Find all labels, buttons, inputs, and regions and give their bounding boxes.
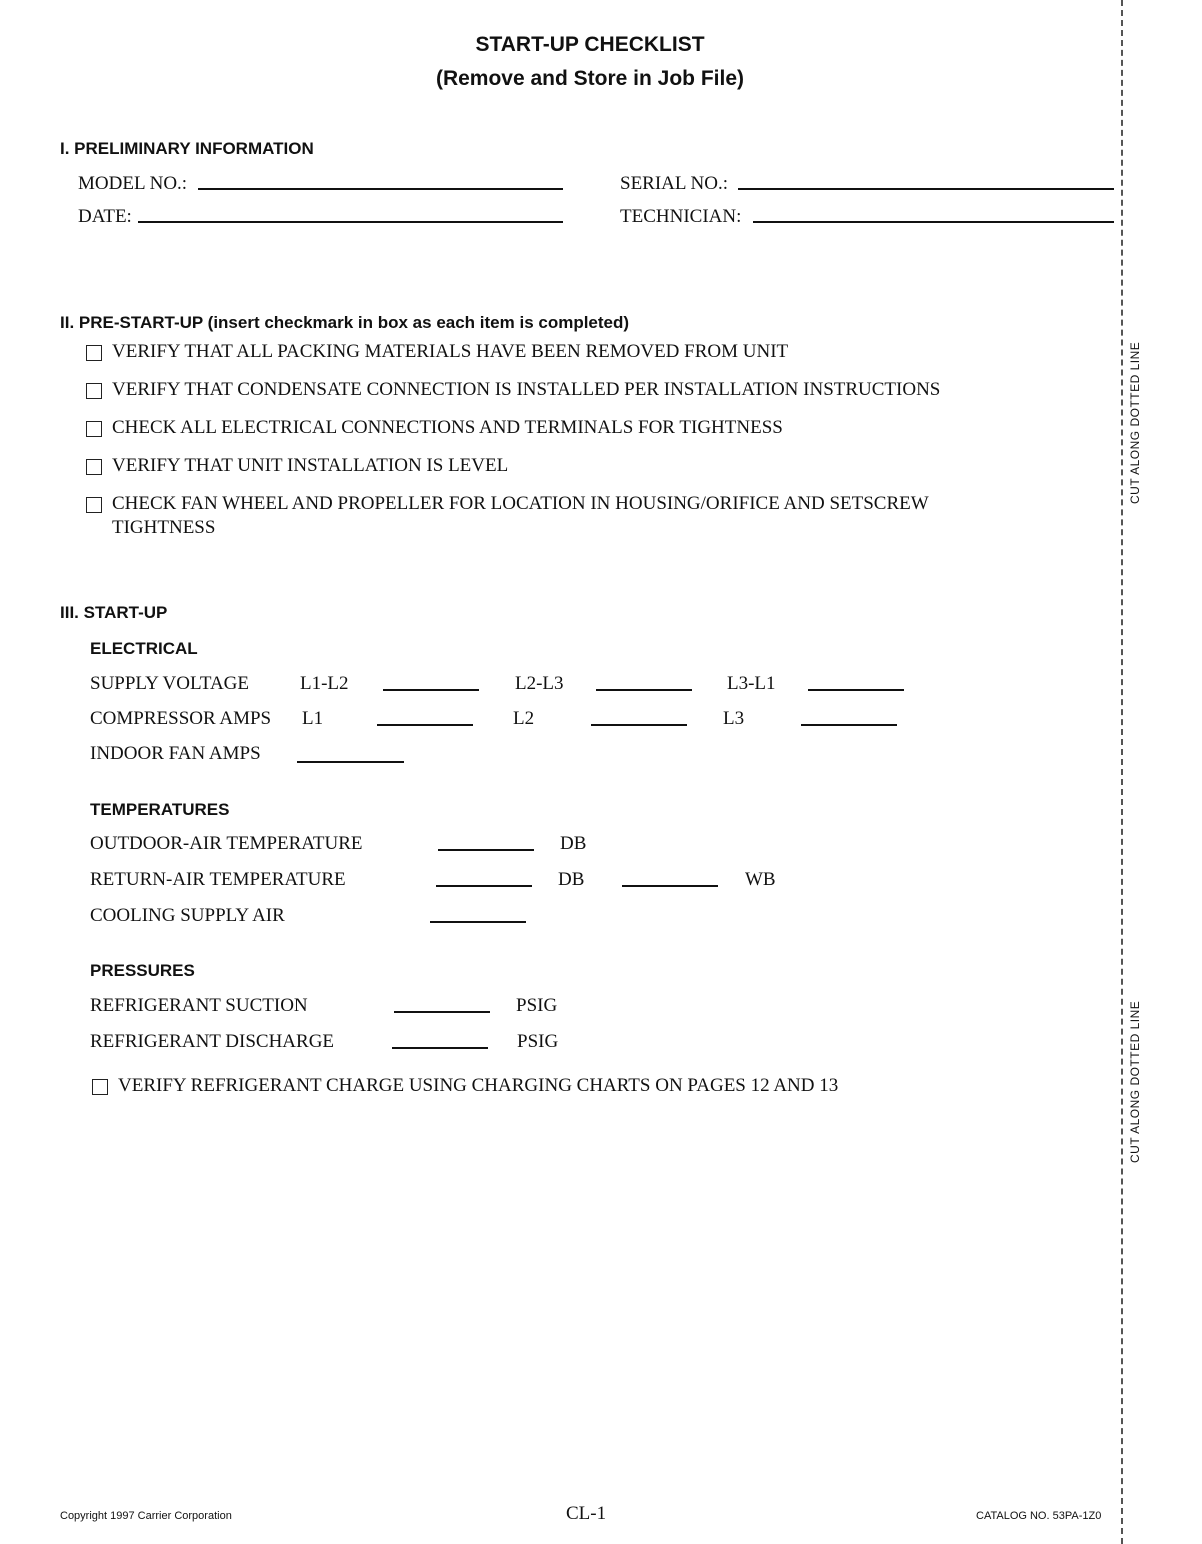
temperatures-heading: TEMPERATURES — [90, 800, 230, 819]
l1-label: L1 — [302, 708, 324, 729]
prestart-item-2: VERIFY THAT CONDENSATE CONNECTION IS INSTALLED PER INSTALLATION INSTRUCTIONS — [112, 379, 941, 400]
prestart-item-5-continued: TIGHTNESS — [112, 517, 216, 538]
prestart-checkbox-5[interactable] — [86, 497, 102, 513]
prestart-checkbox-3[interactable] — [86, 421, 102, 437]
discharge-psig-label: PSIG — [517, 1031, 559, 1052]
outdoor-air-db-field[interactable] — [438, 849, 534, 851]
serial-no-label: SERIAL NO.: — [620, 173, 729, 194]
page-title: START-UP CHECKLIST — [475, 33, 705, 56]
l2-l3-label: L2-L3 — [515, 673, 564, 694]
footer-page-number: CL-1 — [566, 1503, 607, 1524]
section-prestart-heading: II. PRE-START-UP (insert checkmark in box as each item is completed) — [60, 313, 630, 332]
section-startup-heading: III. START-UP — [60, 603, 168, 622]
suction-pressure-field[interactable] — [394, 1011, 490, 1013]
cut-label-upper: CUT ALONG DOTTED LINE — [1128, 336, 1142, 510]
indoor-fan-amps-label: INDOOR FAN AMPS — [90, 743, 261, 764]
prestart-checkbox-1[interactable] — [86, 345, 102, 361]
return-air-wb-field[interactable] — [622, 885, 718, 887]
l1-l2-voltage-field[interactable] — [383, 689, 479, 691]
cooling-supply-air-label: COOLING SUPPLY AIR — [90, 905, 285, 926]
verify-charge-checkbox[interactable] — [92, 1079, 108, 1095]
return-air-wb-label: WB — [745, 869, 776, 890]
outdoor-air-db-label: DB — [560, 833, 587, 854]
model-no-field[interactable] — [198, 188, 563, 190]
supply-voltage-label: SUPPLY VOLTAGE — [90, 673, 249, 694]
technician-label: TECHNICIAN: — [620, 206, 742, 227]
l3-amps-field[interactable] — [801, 724, 897, 726]
date-label: DATE: — [78, 206, 132, 227]
l1-amps-field[interactable] — [377, 724, 473, 726]
suction-label: REFRIGERANT SUCTION — [90, 995, 308, 1016]
return-air-label: RETURN-AIR TEMPERATURE — [90, 869, 346, 890]
return-air-db-field[interactable] — [436, 885, 532, 887]
technician-field[interactable] — [753, 221, 1114, 223]
footer-catalog-number: CATALOG NO. 53PA-1Z0 — [976, 1510, 1102, 1522]
prestart-item-5: CHECK FAN WHEEL AND PROPELLER FOR LOCATION IN HOUSING/ORIFICE AND SETSCREW — [112, 493, 929, 514]
indoor-fan-amps-field[interactable] — [297, 761, 404, 763]
compressor-amps-label: COMPRESSOR AMPS — [90, 708, 272, 729]
l3-label: L3 — [723, 708, 745, 729]
prestart-item-3: CHECK ALL ELECTRICAL CONNECTIONS AND TERMINALS FOR TIGHTNESS — [112, 417, 783, 438]
discharge-pressure-field[interactable] — [392, 1047, 488, 1049]
cut-dotted-line — [1121, 0, 1123, 1544]
verify-charge-item: VERIFY REFRIGERANT CHARGE USING CHARGING CHARTS ON PAGES 12 AND 13 — [118, 1075, 839, 1096]
section-preliminary-heading: I. PRELIMINARY INFORMATION — [60, 139, 314, 158]
footer-copyright: Copyright 1997 Carrier Corporation — [60, 1510, 232, 1522]
cooling-supply-air-field[interactable] — [430, 921, 526, 923]
outdoor-air-label: OUTDOOR-AIR TEMPERATURE — [90, 833, 363, 854]
page-subtitle: (Remove and Store in Job File) — [435, 67, 745, 90]
l2-l3-voltage-field[interactable] — [596, 689, 692, 691]
l1-l2-label: L1-L2 — [300, 673, 349, 694]
pressures-heading: PRESSURES — [90, 961, 195, 980]
date-field[interactable] — [138, 221, 563, 223]
prestart-item-4: VERIFY THAT UNIT INSTALLATION IS LEVEL — [112, 455, 509, 476]
prestart-checkbox-4[interactable] — [86, 459, 102, 475]
discharge-label: REFRIGERANT DISCHARGE — [90, 1031, 335, 1052]
l2-amps-field[interactable] — [591, 724, 687, 726]
l3-l1-label: L3-L1 — [727, 673, 776, 694]
electrical-heading: ELECTRICAL — [90, 639, 198, 658]
cut-label-lower: CUT ALONG DOTTED LINE — [1128, 995, 1142, 1169]
prestart-checkbox-2[interactable] — [86, 383, 102, 399]
suction-psig-label: PSIG — [516, 995, 558, 1016]
prestart-item-1: VERIFY THAT ALL PACKING MATERIALS HAVE BEEN REMOVED FROM UNIT — [112, 341, 789, 362]
model-no-label: MODEL NO.: — [78, 173, 188, 194]
l3-l1-voltage-field[interactable] — [808, 689, 904, 691]
serial-no-field[interactable] — [738, 188, 1114, 190]
l2-label: L2 — [513, 708, 535, 729]
return-air-db-label: DB — [558, 869, 585, 890]
